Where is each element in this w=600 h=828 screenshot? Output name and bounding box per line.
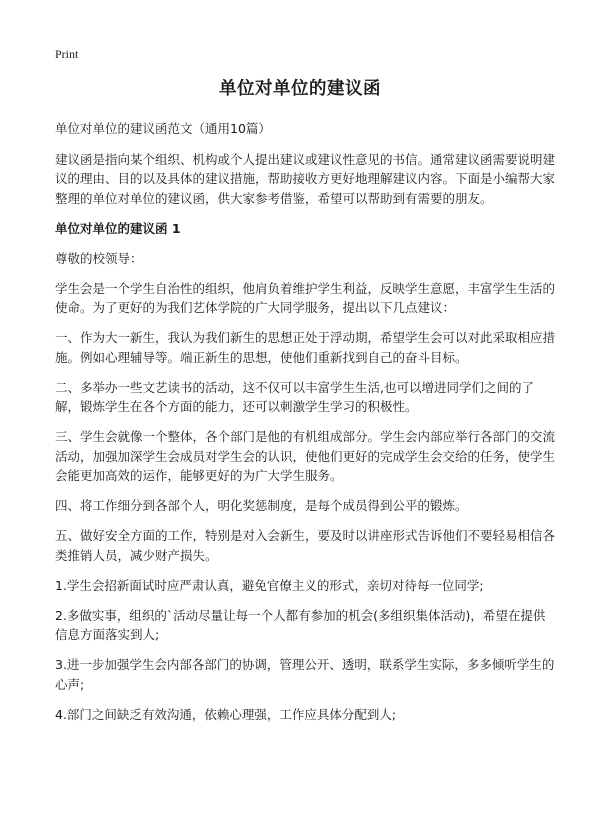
body-paragraph: 二、多举办一些文艺读书的活动，这不仅可以丰富学生生活,也可以增进同学们之间的了解，锻炼学生在各个方面的能力，还可以刺激学生学习的积极性。 [55, 379, 534, 414]
body-paragraph: 3.进一步加强学生会内部各部门的协调，管理公开、透明，联系学生实际，多多倾听学生的心声; [55, 657, 555, 692]
document-body [55, 119, 555, 735]
body-paragraph: 1.学生会招新面试时应严肃认真，避免官僚主义的形式，亲切对待每一位同学; [55, 577, 484, 593]
greeting: 尊敬的校领导： [55, 250, 143, 266]
body-paragraph: 四、将工作细分到各部个人，明化奖惩制度，是每个成员得到公平的锻炼。 [55, 498, 468, 513]
page-title: 单位对单位的建议函 [219, 79, 381, 99]
body-paragraph: 学生会是一个学生自治性的组织，他肩负着维护学生利益，反映学生意愿，丰富学生生活的使命。为了更好的为我们艺体学院的广大同学服务，提出以下几点建议： [55, 280, 556, 315]
body-paragraph: 三、学生会就像一个整体，各个部门是他的有机组成部分。学生会内部应举行各部门的交流活动，加强加深学生会成员对学生会的认识，使他们更好的完成学生会交给的任务，使学生会能更加高效的运作，能够更好的为广大学生服务。 [55, 429, 556, 483]
intro-paragraph: 建议函是指向某个组织、机构或个人提出建议或建议性意见的书信。通常建议函需要说明建议的理由、目的以及具体的建议措施，帮助接收方更好地理解建议内容。下面是小编帮大家整理的单位对单位的建议函，供大家参考借鉴，希望可以帮助到有需要的朋友。 [55, 151, 556, 206]
body-paragraph: 一、作为大一新生，我认为我们新生的思想正处于浮动期，希望学生会可以对此采取相应措施。例如心理辅导等。端正新生的思想，使他们重新找到自己的奋斗目标。 [55, 330, 556, 365]
section-heading: 单位对单位的建议函 1 [55, 220, 181, 236]
document-subtitle: 单位对单位的建议函范文（通用10篇） [55, 121, 271, 136]
body-paragraph: 4.部门之间缺乏有效沟通，依赖心理强，工作应具体分配到人; [55, 706, 397, 722]
body-paragraph: 2.多做实事，组织的`活动尽量让每一个人都有参加的机会(多组织集体活动)，希望在提供信息方面落实到人; [55, 607, 546, 642]
print-link[interactable]: Print [55, 47, 79, 61]
body-paragraph: 五、做好安全方面的工作，特别是对入会新生，要及时以讲座形式告诉他们不要轻易相信各类推销人员，减少财产损失。 [55, 528, 556, 563]
